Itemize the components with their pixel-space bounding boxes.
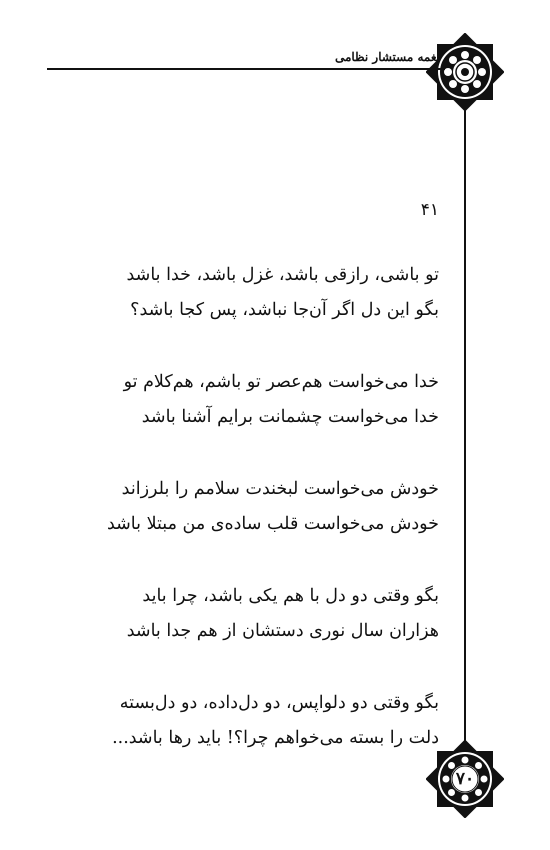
verse-line: خودش می‌خواست لبخندت سلامم را بلرزاند <box>121 479 439 499</box>
margin-rule <box>464 100 466 750</box>
stanza <box>99 365 439 435</box>
poem-number: ۴۱ <box>420 200 439 220</box>
verse-line: بگو وقتی دو دل با هم یکی باشد، چرا باید <box>142 586 439 606</box>
stanza <box>99 579 439 649</box>
verse-line: هزاران سال نوری دستشان از هم جدا باشد <box>126 621 439 641</box>
stanza <box>99 686 439 756</box>
verse-line: بگو وقتی دو دلواپس، دو دل‌داده، دو دل‌بسته <box>119 693 439 713</box>
poem-body <box>99 258 439 793</box>
stanza <box>99 258 439 328</box>
verse-line: بگو این دل اگر آن‌جا نباشد، پس کجا باشد؟ <box>130 300 439 320</box>
header-title: نغمه مستشار نظامی <box>334 50 440 64</box>
header-rule <box>47 68 445 70</box>
stanza <box>99 472 439 542</box>
verse-line: خدا می‌خواست چشمانت برایم آشنا باشد <box>141 407 439 427</box>
verse-line: دلت را بسته می‌خواهم چرا؟! باید رها باشد... <box>112 728 439 748</box>
page-number: ۷۰ <box>455 769 475 789</box>
verse-line: خدا می‌خواست هم‌عصر تو باشم، هم‌کلام تو <box>123 372 439 392</box>
verse-line: خودش می‌خواست قلب ساده‌ی من مبتلا باشد <box>106 514 439 534</box>
verse-line: تو باشی، رازقی باشد، غزل باشد، خدا باشد <box>126 265 439 285</box>
